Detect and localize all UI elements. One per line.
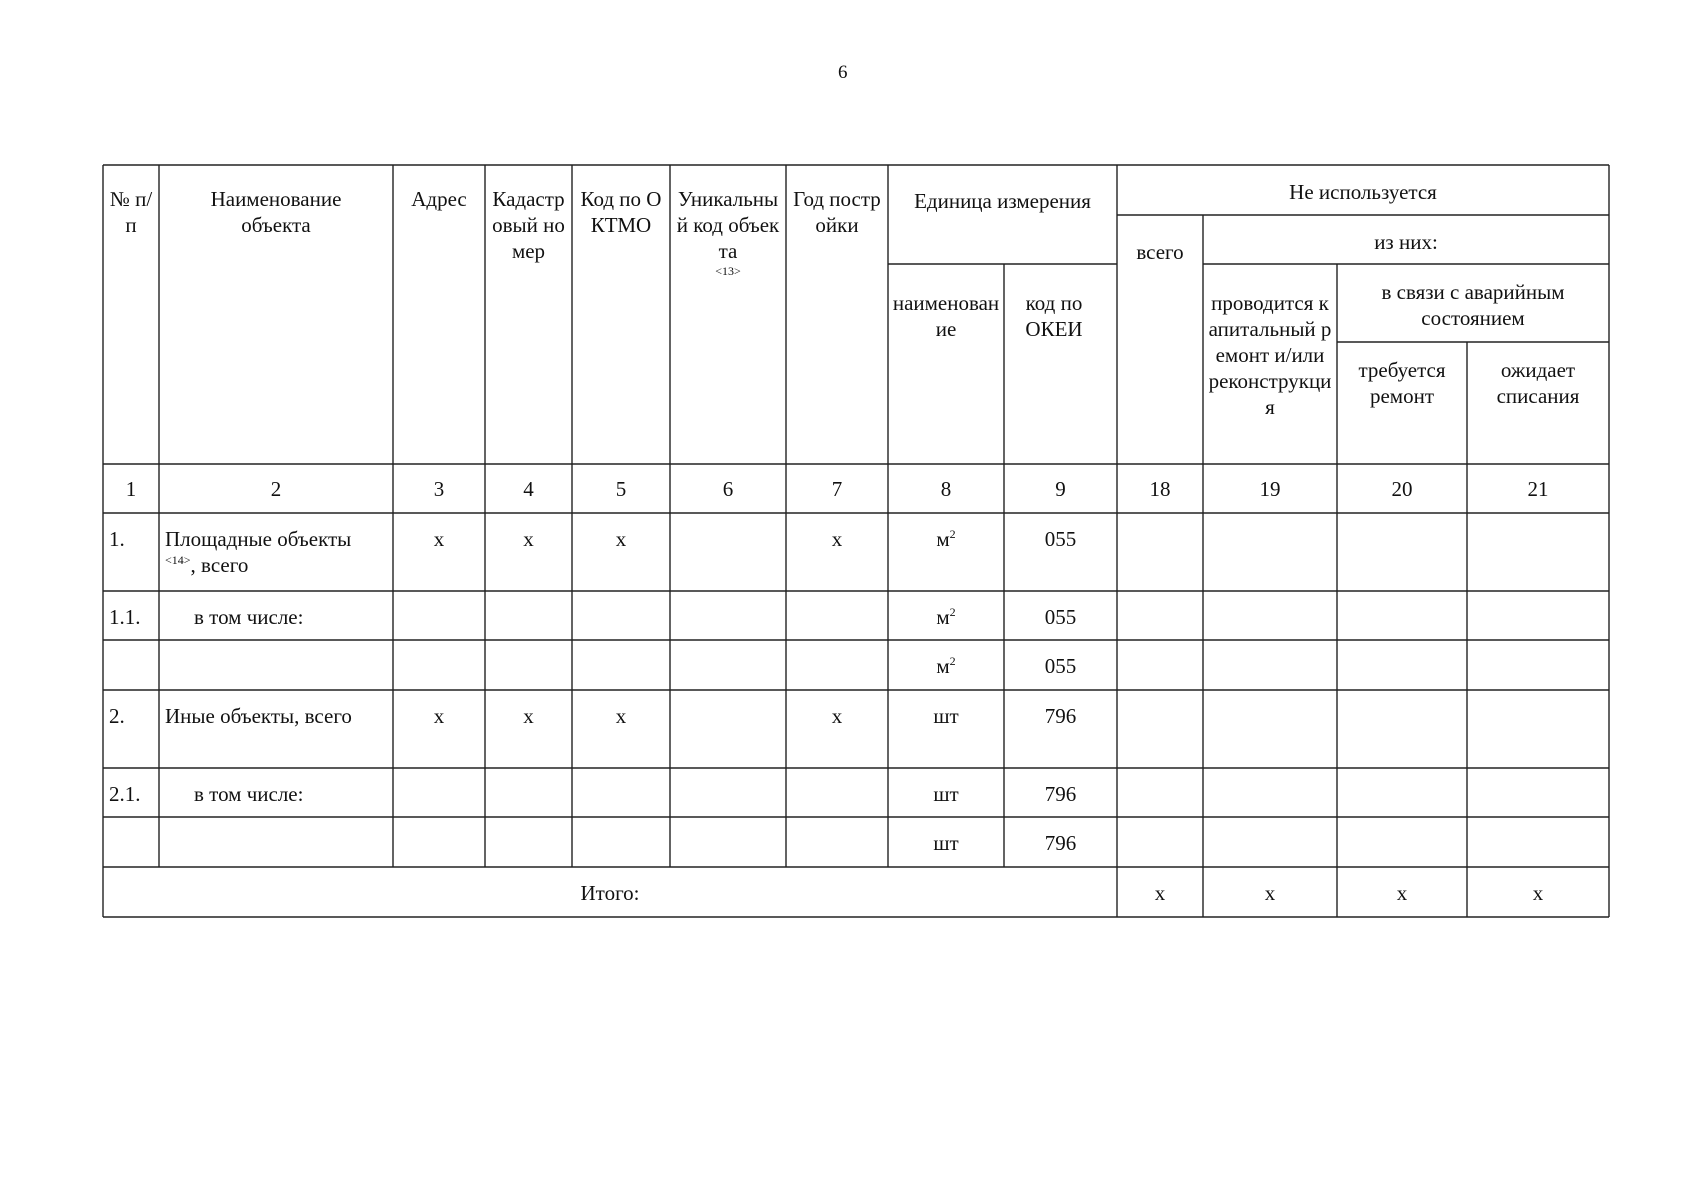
column-number: 2 [270,476,282,501]
row-okei: 796 [1044,831,1077,855]
row-okei: 796 [1044,782,1077,806]
header-repair: проводится капитальный ремонт и/или реконструкция [1208,291,1332,419]
total-value: x [1532,881,1544,905]
row-year: x [831,527,843,551]
header-total: всего [1136,240,1184,264]
header-of-them: из них: [1374,230,1438,254]
row-name [165,526,391,578]
row-unit [888,781,1004,807]
header-unique-code: Уникальный код объекта [676,187,780,263]
row-num: 1. [109,527,125,551]
row-num: 2.1. [109,782,141,806]
column-number: 3 [433,476,445,501]
column-number: 4 [523,476,534,501]
column-number: 21 [1527,476,1549,501]
row-cadastral: x [523,527,534,551]
row-oktmo: x [615,704,627,728]
row-unit-base: м [936,527,950,551]
row-okei: 796 [1044,704,1077,728]
header-needs-repair: требуется ремонт [1358,358,1446,408]
row-year: x [831,704,843,728]
column-number: 7 [831,476,843,501]
row-name-ref: <14> [165,553,191,567]
row-okei: 055 [1044,527,1077,551]
header-unique-code-ref: <13> [715,264,741,278]
header-oktmo: Код по ОКТМО [580,187,662,237]
header-num: № п/п [109,187,153,237]
header-unit-name: наименование [892,291,1000,341]
row-unit-sup: 2 [949,654,956,668]
row-unit [888,830,1004,856]
header-emergency: в связи с аварийным состоянием [1381,280,1565,330]
header-name: Наименование объекта [210,187,342,237]
row-okei: 055 [1044,654,1077,678]
header-address: Адрес [411,187,467,211]
header-unit-okei: код по ОКЕИ [1025,291,1083,341]
row-name: в том числе: [194,782,304,806]
header-awaits-writeoff: ожидает списания [1496,358,1580,408]
row-unit [888,703,1004,729]
row-name-text: Площадные объекты [165,527,352,551]
total-label: Итого: [580,881,640,905]
column-number: 18 [1149,476,1171,501]
header-year: Год постройки [793,187,881,237]
row-num: 1.1. [109,605,141,629]
total-value: x [1154,881,1166,905]
row-unit-sup: 2 [949,605,956,619]
column-number: 19 [1259,476,1281,501]
page-number: 6 [838,62,848,83]
row-unit-base: шт [933,782,959,806]
row-okei: 055 [1044,605,1077,629]
row-unit [888,653,1004,679]
header-not-used: Не используется [1289,180,1437,204]
row-unit-base: м [936,654,950,678]
row-address: x [433,527,445,551]
row-unit [888,526,1004,552]
row-cadastral: x [523,704,534,728]
column-number: 1 [125,476,137,501]
row-unit-base: шт [933,704,959,728]
header-cadastral: Кадастровый номер [492,187,565,263]
header-unique-code-block [673,186,783,278]
row-unit-sup: 2 [949,527,956,541]
row-num: 2. [109,704,125,728]
row-address: x [433,704,445,728]
row-name: Иные объекты, всего [165,704,352,728]
row-unit-base: шт [933,831,959,855]
header-unit: Единица измерения [914,189,1091,213]
column-number: 5 [615,476,627,501]
row-name: в том числе: [194,605,304,629]
column-number: 20 [1391,476,1413,501]
row-oktmo: x [615,527,627,551]
column-number: 8 [940,476,952,501]
column-number: 6 [722,476,734,501]
total-value: x [1264,881,1276,905]
row-unit [888,604,1004,630]
row-unit-base: м [936,605,950,629]
row-name-tail: , всего [190,553,249,577]
column-number: 9 [1055,476,1066,501]
total-value: x [1396,881,1408,905]
